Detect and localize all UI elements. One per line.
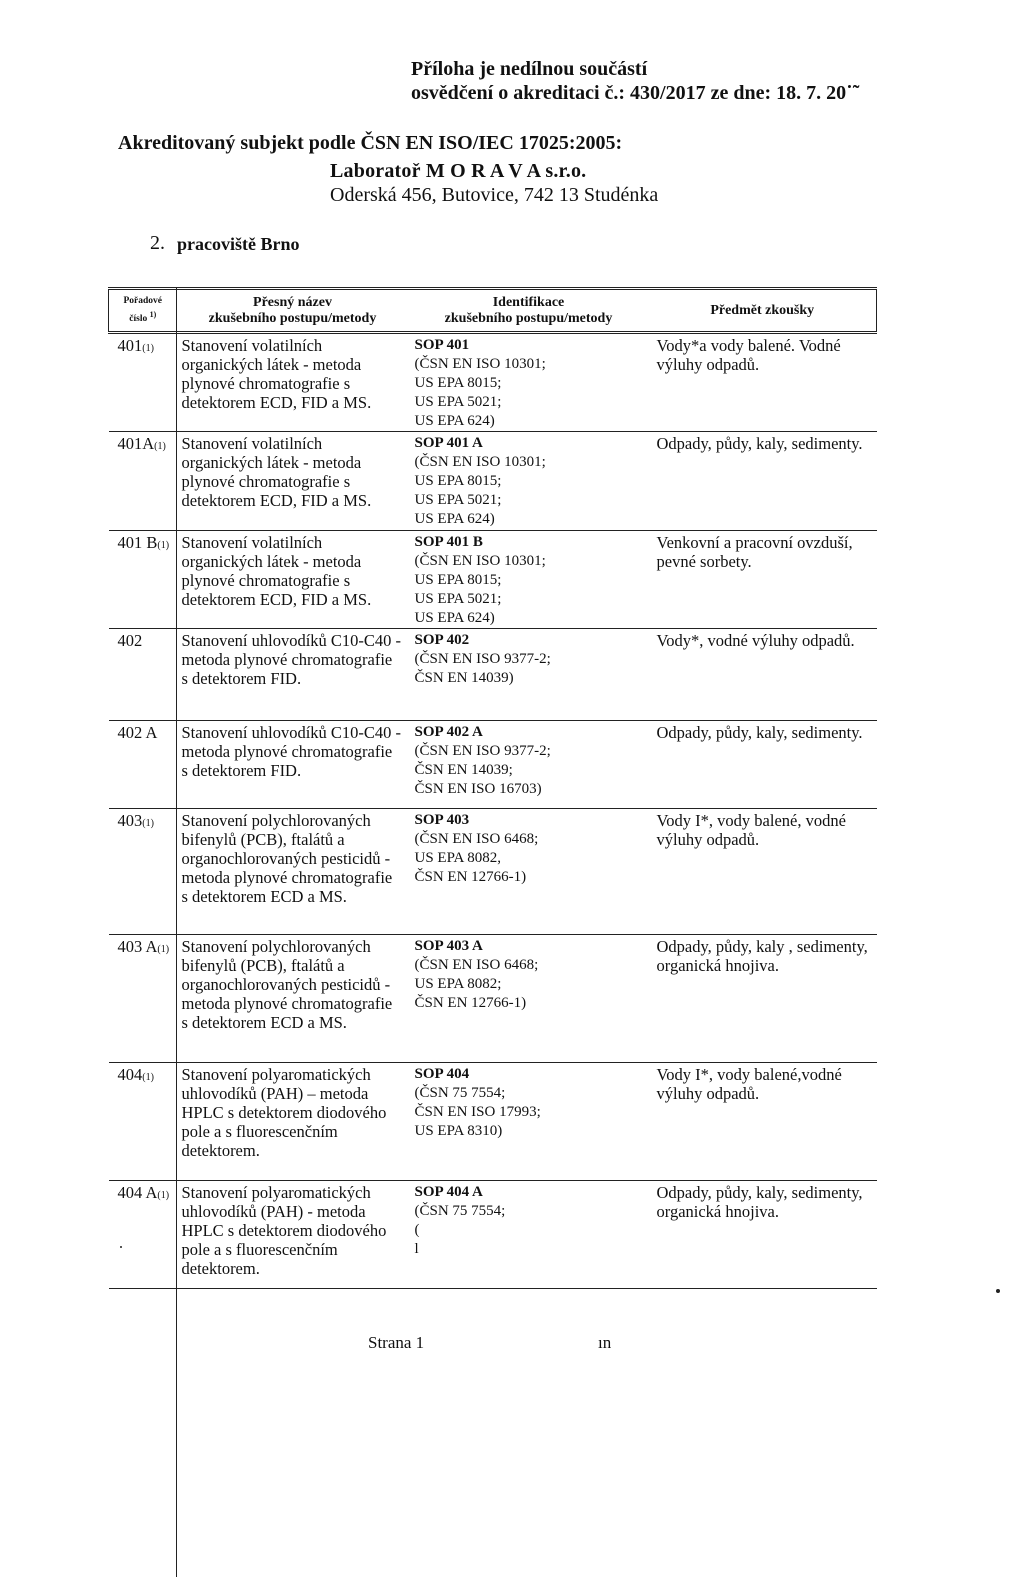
row-method-name: Stanovení polychlorovaných bifenylů (PCB), ftalátů a organochlorovaných pesticidů - metoda plynové chromatografie s detektorem ECD a MS.: [181, 811, 393, 906]
row-number-footnote: (1): [157, 540, 170, 551]
row-test-subject: Vody*a vody balené. Vodné výluhy odpadů.: [656, 336, 841, 374]
page-footer-tail: ın: [598, 1333, 612, 1352]
row-number-value: 404: [117, 1065, 143, 1084]
row-standard-reference: US EPA 624): [414, 610, 495, 626]
row-standard-reference: (ČSN EN ISO 9377-2;: [414, 743, 551, 759]
row-sop-code: SOP 404: [414, 1066, 470, 1082]
column-header-number-footnote: 1): [149, 309, 157, 319]
row-number: [109, 629, 177, 721]
row-method-identification: [409, 809, 649, 935]
header-laboratory-name: Laboratoř M O R A V A s.r.o.: [330, 160, 587, 182]
row-standard-reference: (ČSN 75 7554;: [414, 1203, 506, 1219]
row-test-subject: Odpady, půdy, kaly, sedimenty.: [656, 434, 863, 453]
row-number: [109, 935, 177, 1063]
row-standard-reference: US EPA 8082;: [414, 976, 502, 992]
column-header-number: [109, 289, 177, 333]
row-method-identification: [409, 935, 649, 1063]
row-number-value: 402: [117, 631, 143, 650]
methods-table: [108, 287, 877, 1289]
row-test-subject: Vody I*, vody balené,vodné výluhy odpadů.: [656, 1065, 842, 1103]
row-standard-reference: (: [414, 1222, 420, 1238]
row-standard-reference: ČSN EN ISO 17993;: [414, 1104, 541, 1120]
row-sop-code: SOP 402 A: [414, 724, 483, 740]
row-sop-code: SOP 401: [414, 337, 470, 353]
row-sop-code: SOP 401 B: [414, 534, 483, 550]
row-standard-reference: (ČSN EN ISO 10301;: [414, 553, 546, 569]
row-standard-reference: ČSN EN 14039): [414, 670, 514, 686]
table-row: [109, 809, 877, 935]
row-test-subject: Odpady, půdy, kaly , sedimenty, organická hnojiva.: [656, 937, 868, 975]
scan-speck: [996, 1289, 1000, 1293]
table-header-row: [109, 289, 877, 333]
row-standard-reference: US EPA 8015;: [414, 375, 502, 391]
row-method-identification: [409, 629, 649, 721]
workplace-name: pracoviště Brno: [177, 234, 300, 254]
row-number-value: 403 A: [117, 937, 158, 956]
table-row: [109, 432, 877, 531]
table-row: [109, 1063, 877, 1181]
row-standard-reference: (ČSN EN ISO 9377-2;: [414, 651, 551, 667]
row-method-identification: [409, 721, 649, 809]
column-header-subject-label: Předmět zkoušky: [710, 302, 815, 318]
row-standard-reference: US EPA 8310): [414, 1123, 503, 1139]
row-standard-reference: US EPA 624): [414, 413, 495, 429]
row-number-value: 402 A: [117, 723, 158, 742]
row-method-name: Stanovení uhlovodíků C10-C40 - metoda plynové chromatografie s detektorem FID.: [181, 631, 402, 688]
row-standard-reference: (ČSN EN ISO 6468;: [414, 957, 539, 973]
column-header-subject: [649, 289, 877, 333]
row-standard-reference: (ČSN EN ISO 10301;: [414, 454, 546, 470]
row-standard-reference: ČSN EN 14039;: [414, 762, 513, 778]
row-test-subject: Odpady, půdy, kaly, sedimenty.: [656, 723, 863, 742]
row-number: [109, 1063, 177, 1181]
column-header-number-line2: číslo: [129, 314, 148, 325]
row-standard-reference: ČSN EN 12766-1): [414, 869, 527, 885]
column-header-name: [177, 289, 409, 333]
row-method-identification: [409, 432, 649, 531]
row-standard-reference: US EPA 5021;: [414, 591, 502, 607]
row-method-name: Stanovení volatilních organických látek - metoda plynové chromatografie s detektorem ECD, FID a MS.: [181, 533, 372, 609]
row-sop-code: SOP 402: [414, 632, 470, 648]
row-number-value: 401 B: [117, 533, 158, 552]
row-standard-reference: (ČSN EN ISO 10301;: [414, 356, 546, 372]
row-number: [109, 333, 177, 432]
row-method-name: Stanovení polyaromatických uhlovodíků (PAH) - metoda HPLC s detektorem diodového pole a s fluorescenčním detektorem.: [181, 1183, 387, 1278]
row-standard-reference: US EPA 624): [414, 511, 495, 527]
row-test-subject: Vody*, vodné výluhy odpadů.: [656, 631, 855, 650]
row-number-footnote: (1): [154, 441, 166, 452]
row-test-subject: Venkovní a pracovní ovzduší, pevné sorbety.: [656, 533, 853, 571]
column-header-identification: [409, 289, 649, 333]
row-number-value: 401: [117, 336, 143, 355]
row-method-name: Stanovení polyaromatických uhlovodíků (PAH) – metoda HPLC s detektorem diodového pole a s fluorescenčním detektorem.: [181, 1065, 387, 1160]
row-number-footnote: (1): [142, 818, 154, 829]
row-method-identification: [409, 1063, 649, 1181]
header-annex-line: Příloha je nedílnou součástí: [411, 58, 648, 80]
table-body: [109, 333, 877, 1289]
table-row: [109, 935, 877, 1063]
row-number: [109, 432, 177, 531]
header-laboratory-address: Oderská 456, Butovice, 742 13 Studénka: [330, 184, 659, 206]
column-header-name-line1: Přesný název: [253, 294, 332, 310]
row-standard-reference: US EPA 8015;: [414, 473, 502, 489]
table-row: [109, 333, 877, 432]
row-standard-reference: US EPA 8082,: [414, 850, 502, 866]
row-standard-reference: (ČSN 75 7554;: [414, 1085, 506, 1101]
scan-speck: [120, 1246, 122, 1248]
row-number-value: 403: [117, 811, 143, 830]
row-method-identification: [409, 1181, 649, 1289]
row-number-footnote: (1): [142, 1072, 154, 1083]
row-number-value: 404 A: [117, 1183, 158, 1202]
row-sop-code: SOP 401 A: [414, 435, 483, 451]
row-standard-reference: (ČSN EN ISO 6468;: [414, 831, 539, 847]
column-header-id-line2: zkušebního postupu/metody: [444, 310, 613, 326]
header-accredited-subject: Akreditovaný subjekt podle ČSN EN ISO/IEC 17025:2005:: [118, 132, 623, 154]
row-sop-code: SOP 403: [414, 812, 470, 828]
column-header-number-line1: Pořadové: [123, 295, 163, 306]
workplace-number: 2.: [150, 232, 165, 254]
row-standard-reference: US EPA 8015;: [414, 572, 502, 588]
row-standard-reference: ČSN EN 12766-1): [414, 995, 527, 1011]
row-standard-reference: US EPA 5021;: [414, 394, 502, 410]
table-row: [109, 629, 877, 721]
page-footer-label: Strana 1: [368, 1333, 425, 1352]
row-number-footnote: (1): [157, 1190, 170, 1201]
row-number: [109, 809, 177, 935]
header-certificate-line: osvědčení o akreditaci č.: 430/2017 ze dne: 18. 7. 20˙˜: [411, 82, 860, 104]
column-header-id-line1: Identifikace: [492, 294, 565, 310]
row-standard-reference: US EPA 5021;: [414, 492, 502, 508]
row-method-name: Stanovení volatilních organických látek - metoda plynové chromatografie s detektorem ECD, FID a MS.: [181, 434, 372, 510]
row-number-footnote: (1): [142, 343, 154, 354]
row-number: [109, 721, 177, 809]
row-method-name: Stanovení uhlovodíků C10-C40 - metoda plynové chromatografie s detektorem FID.: [181, 723, 402, 780]
column-header-name-line2: zkušebního postupu/metody: [208, 310, 377, 326]
row-method-identification: [409, 531, 649, 629]
row-test-subject: Vody I*, vody balené, vodné výluhy odpadů.: [656, 811, 846, 849]
row-method-name: Stanovení polychlorovaných bifenylů (PCB), ftalátů a organochlorovaných pesticidů - metoda plynové chromatografie s detektorem ECD a MS.: [181, 937, 393, 1032]
row-test-subject: Odpady, půdy, kaly, sedimenty, organická hnojiva.: [656, 1183, 863, 1221]
row-number-value: 401A: [117, 434, 155, 453]
row-number: [109, 1181, 177, 1289]
row-method-identification: [409, 333, 649, 432]
table-row: [109, 531, 877, 629]
row-sop-code: SOP 404 A: [414, 1184, 483, 1200]
row-method-name: Stanovení volatilních organických látek - metoda plynové chromatografie s detektorem ECD, FID a MS.: [181, 336, 372, 412]
table-row: [109, 1181, 877, 1289]
row-standard-reference: l: [414, 1241, 419, 1257]
row-number: [109, 531, 177, 629]
methods-table-wrapper: [108, 287, 876, 1289]
row-number-footnote: (1): [157, 944, 170, 955]
row-standard-reference: ČSN EN ISO 16703): [414, 781, 542, 797]
table-column-divider: [176, 287, 177, 1577]
table-row: [109, 721, 877, 809]
row-sop-code: SOP 403 A: [414, 938, 483, 954]
